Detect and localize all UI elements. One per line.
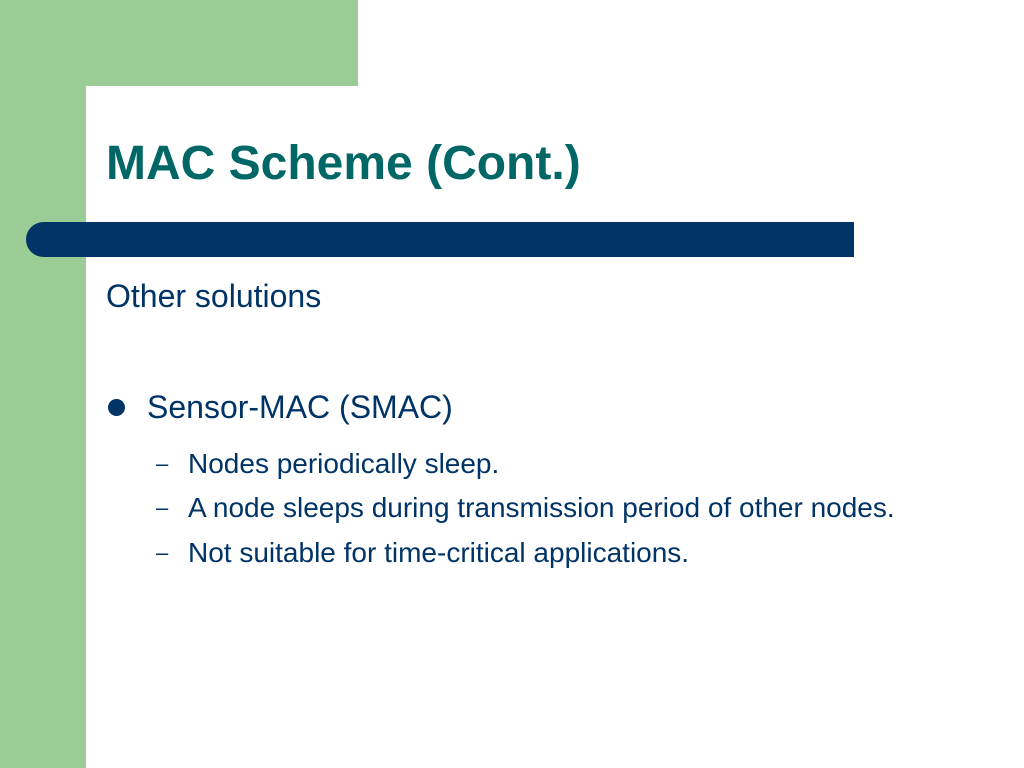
- bullet-text: Sensor-MAC (SMAC): [147, 389, 453, 425]
- decorative-green-sidebar: [0, 0, 86, 768]
- sub-bullet-item: [156, 535, 956, 571]
- dash-marker: –: [156, 495, 169, 521]
- dash-marker: –: [156, 451, 169, 476]
- sub-bullet-text: A node sleeps during transmission period of other nodes.: [188, 492, 895, 524]
- dash-marker: –: [156, 539, 169, 565]
- bullet-item-smac: [106, 388, 453, 426]
- sub-bullet-item: [156, 446, 956, 482]
- title-underline-bar: [26, 222, 854, 257]
- sub-bullet-text: Nodes periodically sleep.: [188, 448, 500, 479]
- decorative-green-top-block: [0, 0, 358, 86]
- bullet-dot-icon: [108, 399, 125, 416]
- slide-title: MAC Scheme (Cont.): [106, 137, 581, 190]
- sub-bullet-text: Not suitable for time-critical applications.: [188, 536, 690, 568]
- sub-bullet-list: [156, 446, 956, 579]
- slide-subheading: Other solutions: [106, 278, 322, 314]
- sub-bullet-item: [156, 490, 956, 526]
